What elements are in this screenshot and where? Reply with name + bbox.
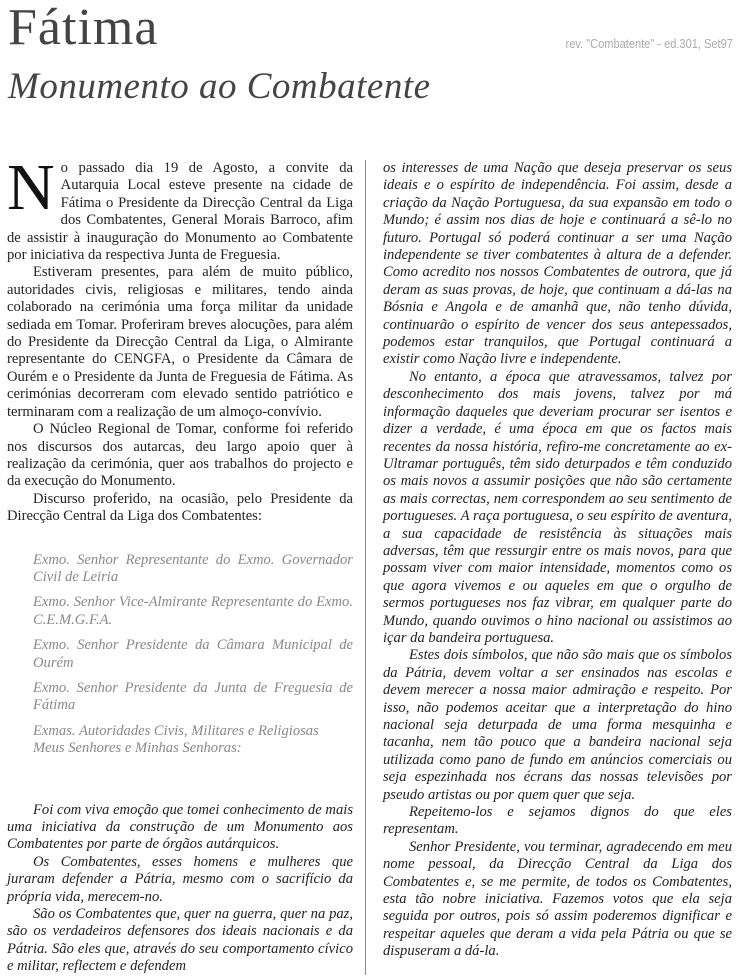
salutation: Exmo. Senhor Presidente da Junta de Freguesia de Fátima	[33, 679, 353, 714]
article-title: Fátima	[8, 0, 159, 56]
column-divider	[365, 160, 366, 975]
speech-paragraph: os interesses de uma Nação que deseja preservar os seus ideais e o espírito de independência. Foi assim, desde a criação da Nação Portuguesa, da sua expansão em todo o Mundo; é assim nos dias de hoje e continuará a sê-lo no futuro. Portugal só poderá continuar a ser uma Nação independente se tiver combatentes à altura de a defender. Como acredito nos nossos Combatentes de outrora, que já deram as suas provas, de hoje, que continuam a dá-las na Bósnia e Angola e de amanhã que, não tenho dúvida, continuarão o espírito de vencer dos seus antepessados, podemos estar tranquilos, que Portugal continuará a existir como Nação livre e independente.	[383, 160, 732, 368]
speech-paragraph: Foi com viva emoção que tomei conhecimento de mais uma iniciativa da construção de um Monumento aos Combatentes por parte de órgãos autárquicos.	[7, 801, 353, 853]
source-citation: rev. "Combatente" - ed.301, Set97	[565, 36, 733, 51]
speech-paragraph: Senhor Presidente, vou terminar, agradecendo em meu nome pessoal, da Direcção Central da Liga dos Combatentes e, se me permite, de todos os Combatentes, esta tão nobre iniciativa. Fazemos votos que ela seja seguida por outros, pois só assim poderemos dignificar e respeitar aqueles que deram a vida pela Pátria ou que se dispuseram a dá-la.	[383, 838, 732, 960]
left-column	[7, 151, 353, 976]
article-subtitle: Monumento ao Combatente	[8, 66, 431, 107]
salutation: Exmo. Senhor Presidente da Câmara Municipal de Ourém	[33, 637, 353, 671]
article-header	[0, 0, 739, 140]
salutation: Exmo. Senhor Vice-Almirante Representante do Exmo. C.E.M.G.F.A.	[33, 594, 353, 628]
speech-paragraph: Repeitemo-los e sejamos dignos do que eles representam.	[383, 804, 732, 838]
body-paragraph: Discurso proferido, na ocasião, pelo Presidente da Direcção Central da Liga dos Combatentes:	[7, 490, 353, 525]
body-paragraph: O Núcleo Regional de Tomar, conforme foi referido nos discursos dos autarcas, deu largo apoio quer à realização da cerimónia, quer aos trabalhos do projecto e da execução do Monumento.	[7, 421, 353, 490]
speech-paragraph: Os Combatentes, esses homens e mulheres que juraram defender a Pátria, mesmo com o sacrifício da própria vida, merecem-no.	[7, 853, 353, 905]
body-paragraph: Estiveram presentes, para além de muito público, autoridades civis, religiosas e militares, tendo ainda colaborado na cerimónia uma força militar da unidade sediada em Tomar. Proferiram breves alocuções, para além do Presidente da Direcção Central da Liga, o Almirante representante do CENGFA, o Presidente da Câmara de Ourém e o Presidente da Junta de Freguesia de Fátima. As cerimónias decorreram com elevado sentido patriótico e terminaram com a realização de um almoço-convívio.	[7, 264, 353, 420]
salutations-list	[7, 552, 353, 758]
speech-start	[7, 802, 353, 976]
salutation: Meus Senhores e Minhas Senhoras:	[33, 740, 242, 757]
speech-paragraph: Estes dois símbolos, que não são mais que os símbolos da Pátria, devem voltar a ser ensinados nas escolas e devem merecer a nossa maior admiração e respeito. Por isso, não podemos aceitar que a interpretação do hino nacional seja deturpada de uma forma mesquinha e tacanha, nem tão pouco que a bandeira nacional seja utilizada como pano de fundo em anúncios comerciais ou seja espezinhada nos écrans das nossas televisões por pseudo artistas ou por quem quer que seja.	[383, 647, 732, 803]
intro-paragraph: No passado dia 19 de Agosto, a convite da Autarquia Local esteve presente na cidade de Fátima o Presidente da Direcção Central da Liga dos Combatentes, General Morais Barroco, afim de assistir à inauguração do Monumento ao Combatente por iniciativa da respectiva Junta de Freguesia.	[7, 151, 353, 264]
speech-paragraph: No entanto, a época que atravessamos, talvez por desconhecimento dos mais jovens, talvez por má informação daqueles que deveriam procurar ser isentos e dizer a verdade, é uma época em que os factos mais recentes da nossa história, refiro-me concretamente ao ex-Ultramar português, têm sido deturpados e têm conduzido os mais novos a assumir posições que não são certamente as mais correctas, nem correspondem ao seu sentimento de portugueses. A raça portuguesa, o seu espírito de aventura, a sua capacidade de resistência às situações mais adversas, têm que ressurgir entre os mais novos, para que possam viver com maior intensidade, momentos como os que agora vivemos e ou aqueles em que o orgulho de sermos portugueses nos faz vibrar, em qualquer parte do Mundo, quando ouvimos o hino nacional ou assistimos ao içar da bandeira portuguesa.	[383, 368, 732, 646]
speech-paragraph: São os Combatentes que, quer na guerra, quer na paz, são os verdadeiros defensores dos ideais nacionais e da Pátria. São eles que, através do seu comportamento cívico e militar, reflectem e defendem	[7, 906, 353, 975]
right-column	[383, 160, 732, 961]
salutation: Exmo. Senhor Representante do Exmo. Governador Civil de Leiria	[33, 551, 353, 585]
salutation: Exmas. Autoridades Civis, Militares e Religiosas	[33, 722, 319, 739]
drop-cap: N	[7, 151, 55, 224]
